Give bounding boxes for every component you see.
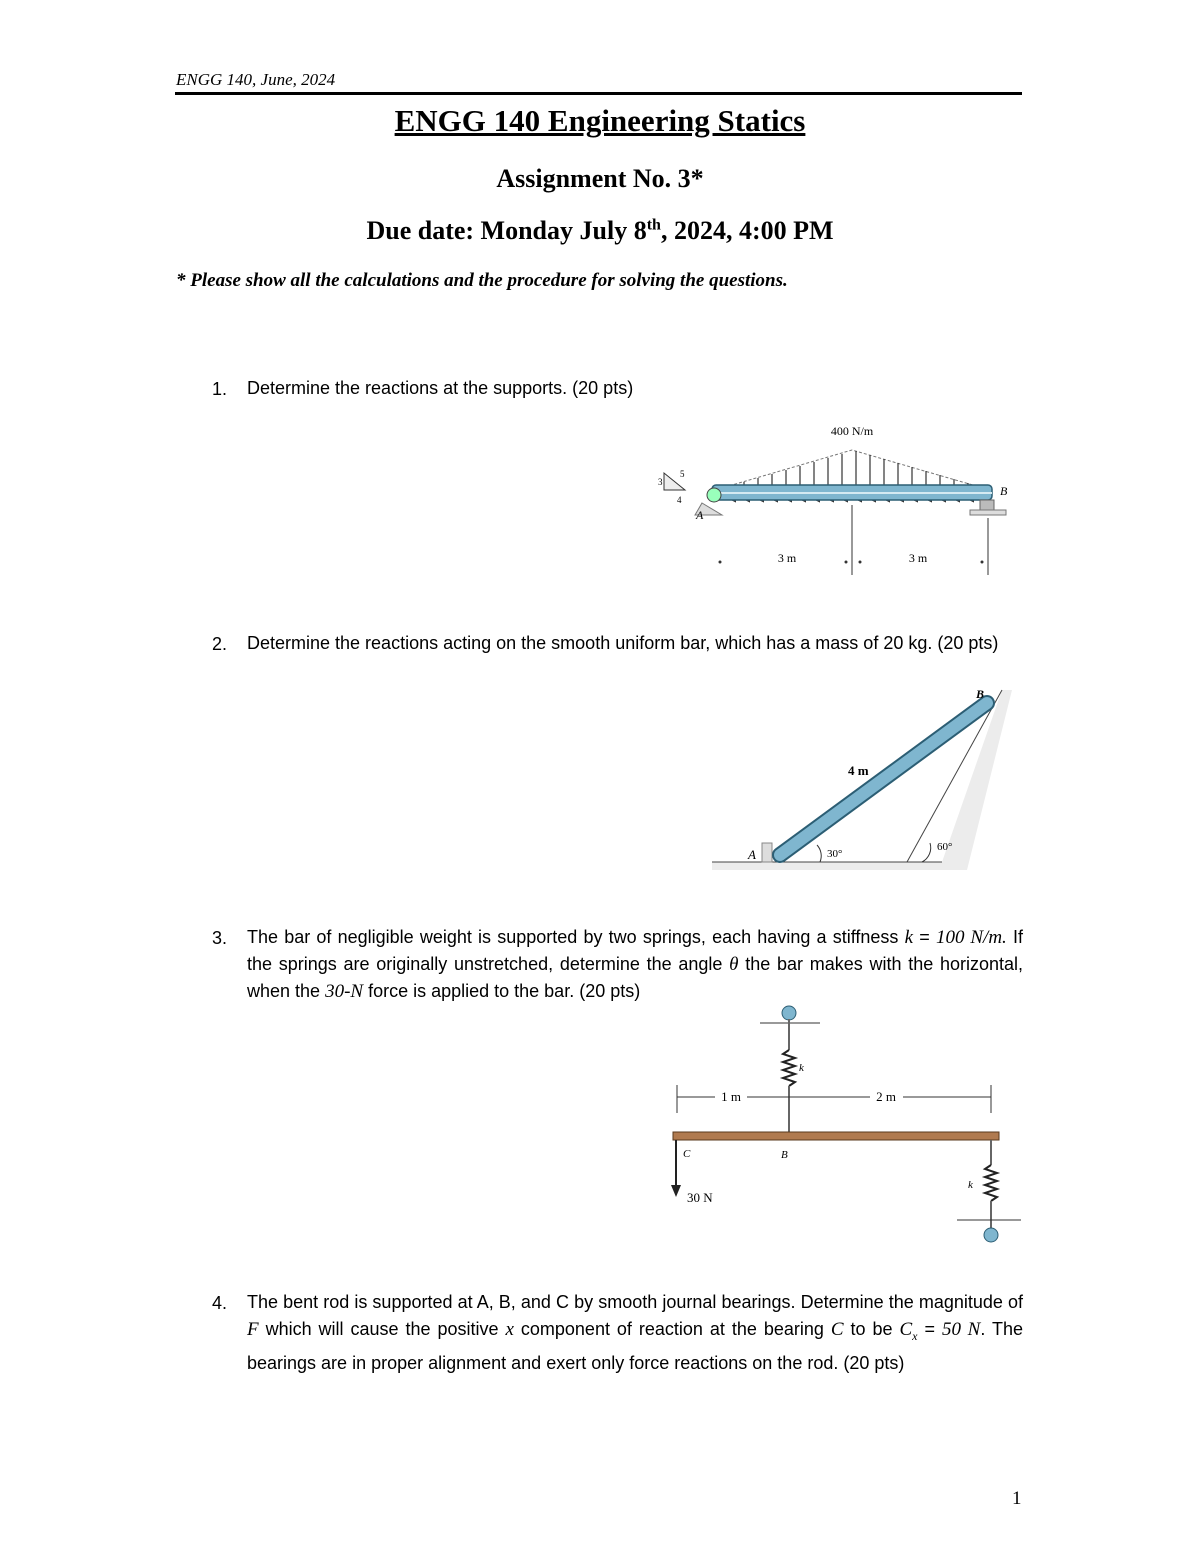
figure-3-springs bbox=[665, 1005, 1025, 1250]
question-1-text: Determine the reactions at the supports. (20 pts) bbox=[247, 378, 634, 398]
force-30n-label: 30 N bbox=[687, 1190, 713, 1205]
dim-2m-label: 2 m bbox=[876, 1089, 896, 1104]
instruction-note: * Please show all the calculations and the procedure for solving the questions. bbox=[176, 270, 788, 291]
support-b-label: B bbox=[1000, 484, 1008, 498]
load-label: 400 N/m bbox=[830, 424, 874, 438]
angle-60-label: 60° bbox=[937, 841, 953, 853]
span-2-label: 3 m bbox=[908, 551, 928, 565]
dim-1m-label: 1 m bbox=[721, 1089, 741, 1104]
question-1-number: 1. bbox=[212, 379, 228, 399]
bar-end-b-label: B bbox=[976, 687, 985, 701]
figure-2-bar bbox=[712, 685, 1022, 875]
support-a-label: A bbox=[696, 508, 704, 522]
question-2-text: Determine the reactions acting on the smooth uniform bar, which has a mass of 20 kg. (20 pts) bbox=[247, 633, 999, 653]
bar-end-a-label: A bbox=[748, 847, 756, 862]
point-c-label: C bbox=[683, 1148, 691, 1160]
page-number: 1 bbox=[1012, 1488, 1022, 1509]
assignment-number: Assignment No. 3* bbox=[496, 164, 704, 193]
angle-30-label: 30° bbox=[827, 848, 843, 860]
question-2-number: 2. bbox=[212, 634, 228, 654]
spring-bottom-k: k bbox=[968, 1179, 973, 1191]
question-4-number: 4. bbox=[212, 1293, 228, 1313]
question-3-text: The bar of negligible weight is supported by two springs, each having a stiffness k = 100 N/m. If the springs are originally unstretched, determine the angle θ the bar makes with the horizontal, when the 30-N force is applied to the bar. (20 pts) bbox=[247, 927, 1023, 1002]
due-date: Due date: Monday July 8th, 2024, 4:00 PM bbox=[366, 216, 834, 245]
spring-top-k: k bbox=[799, 1062, 804, 1074]
span-1-label: 3 m bbox=[777, 551, 797, 565]
running-head: ENGG 140, June, 2024 bbox=[176, 70, 336, 89]
slope-label-5: 5 bbox=[680, 469, 685, 479]
slope-label-3: 3 bbox=[658, 477, 663, 487]
point-b-label: B bbox=[781, 1149, 788, 1161]
question-3-number: 3. bbox=[212, 928, 228, 948]
header-rule bbox=[175, 92, 1022, 95]
page-title: ENGG 140 Engineering Statics bbox=[394, 103, 806, 138]
question-4-text: The bent rod is supported at A, B, and C by smooth journal bearings. Determine the magnitude of F which will cause the positive x component of reaction at the bearing C to be $C_x = 50$ N. The bearings are in proper alignment and exert only force reactions on the rod. (20 pts) bbox=[247, 1292, 1023, 1373]
slope-label-4: 4 bbox=[677, 495, 682, 505]
bar-length-label: 4 m bbox=[848, 763, 869, 778]
figure-1-beam bbox=[640, 415, 1030, 580]
